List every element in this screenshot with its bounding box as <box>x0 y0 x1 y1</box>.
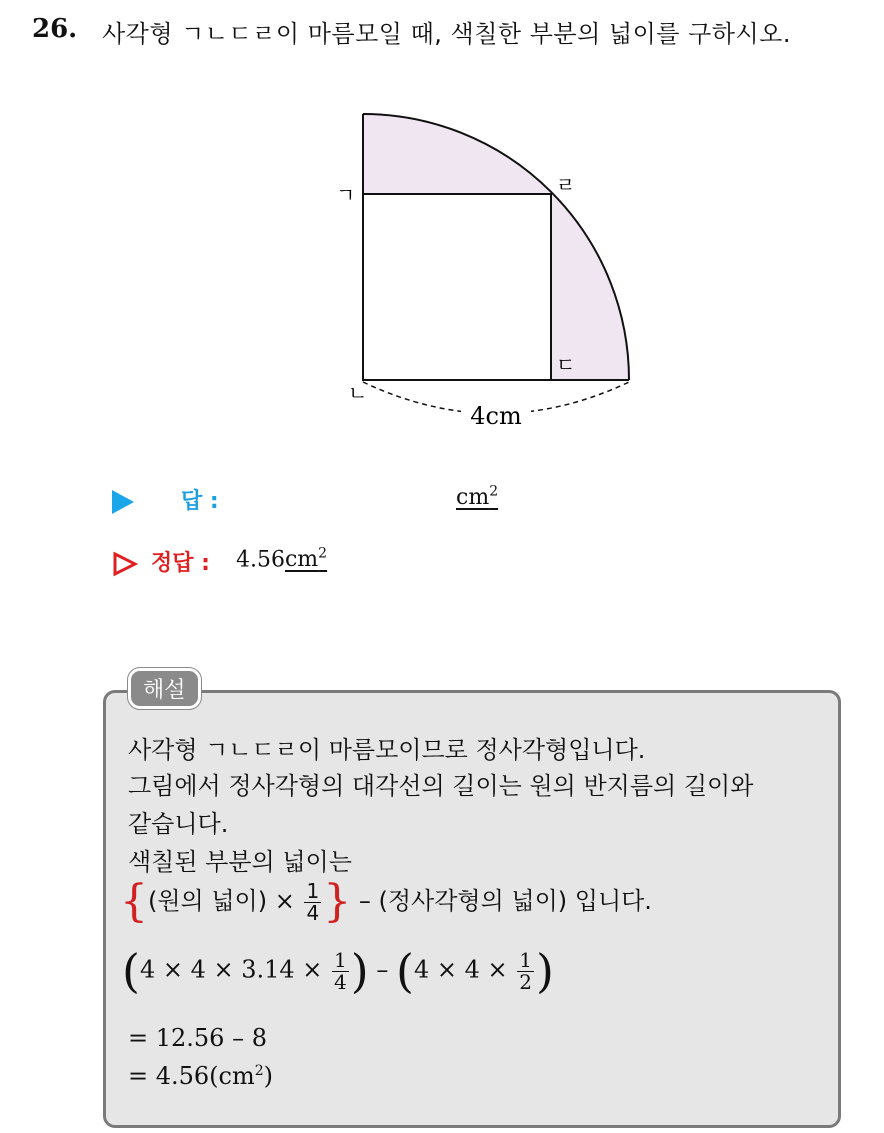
right-brace: } <box>323 876 352 927</box>
eq2-close-paren: ) <box>263 1062 274 1090</box>
solution-formula-1 <box>120 876 652 927</box>
right-paren: ) <box>350 944 369 998</box>
answer-blank[interactable] <box>456 484 498 510</box>
formula2-part-a: 4 × 4 × 3.14 × <box>139 955 323 984</box>
solution-line-4: 색칠된 부분의 넓이는 <box>128 848 352 876</box>
formula1-part-a: (원의 넓이) <box>148 887 268 915</box>
fraction-quarter <box>304 878 321 925</box>
question-text: 사각형 ㄱㄴㄷㄹ이 마름모일 때, 색칠한 부분의 넓이를 구하시오. <box>102 20 791 48</box>
right-paren-2: ) <box>536 944 554 998</box>
question-number: 26. <box>32 14 78 44</box>
vertex-label-d: ㄷ <box>556 353 576 377</box>
vertex-label-n: ㄴ <box>348 381 368 405</box>
correct-unit-exp: 2 <box>318 546 328 562</box>
fraction-numerator: 1 <box>334 947 347 972</box>
correct-unit: cm <box>284 547 319 573</box>
length-label: 4cm <box>470 402 522 430</box>
fraction-denominator: 2 <box>519 969 532 994</box>
fraction-denominator: 4 <box>334 969 347 994</box>
shaded-region <box>363 114 629 380</box>
left-paren-2: ( <box>396 944 414 998</box>
formula2-minus: – <box>376 955 389 984</box>
eq2-value: = 4.56( <box>128 1062 219 1090</box>
left-brace: { <box>120 876 148 927</box>
left-paren: ( <box>122 944 140 998</box>
answer-unit: cm <box>456 485 490 511</box>
outline-triangle-icon <box>112 551 138 577</box>
formula2-part-b: 4 × 4 × <box>413 955 508 984</box>
correct-value: 4.56 <box>236 547 285 573</box>
answer-unit-exp: 2 <box>489 484 499 500</box>
formula1-times: × <box>274 887 295 915</box>
solution-tag: 해설 <box>128 668 201 709</box>
solution-line-2: 그림에서 정사각형의 대각선의 길이는 원의 반지름의 길이와 <box>128 772 754 800</box>
solution-line-1: 사각형 ㄱㄴㄷㄹ이 마름모이므로 정사각형입니다. <box>128 736 646 764</box>
solution-eq-2 <box>128 1062 273 1090</box>
answer-label: 답 : <box>181 489 219 514</box>
solution-formula-2 <box>122 944 554 998</box>
play-triangle-icon <box>112 490 134 514</box>
fraction-numerator: 1 <box>519 947 532 972</box>
fraction-denominator: 4 <box>306 900 320 925</box>
square <box>363 194 551 380</box>
vertex-label-r: ㄹ <box>556 173 576 197</box>
eq2-unit: cm <box>218 1062 255 1090</box>
vertex-label-g: ㄱ <box>336 183 356 207</box>
fraction-numerator: 1 <box>306 878 320 903</box>
correct-label: 정답 : <box>151 551 210 576</box>
correct-answer <box>236 546 327 572</box>
eq2-unit-exp: 2 <box>254 1063 264 1079</box>
fraction-half <box>517 947 534 994</box>
formula1-part-b: – (정사각형의 넓이) 입니다. <box>358 887 652 915</box>
solution-line-3: 같습니다. <box>128 810 229 838</box>
correct-row <box>112 546 210 577</box>
solution-eq-1: = 12.56 – 8 <box>128 1024 267 1052</box>
fraction-quarter-2 <box>332 947 349 994</box>
answer-row <box>112 484 219 515</box>
figure-quarter-circle-square <box>330 100 650 440</box>
